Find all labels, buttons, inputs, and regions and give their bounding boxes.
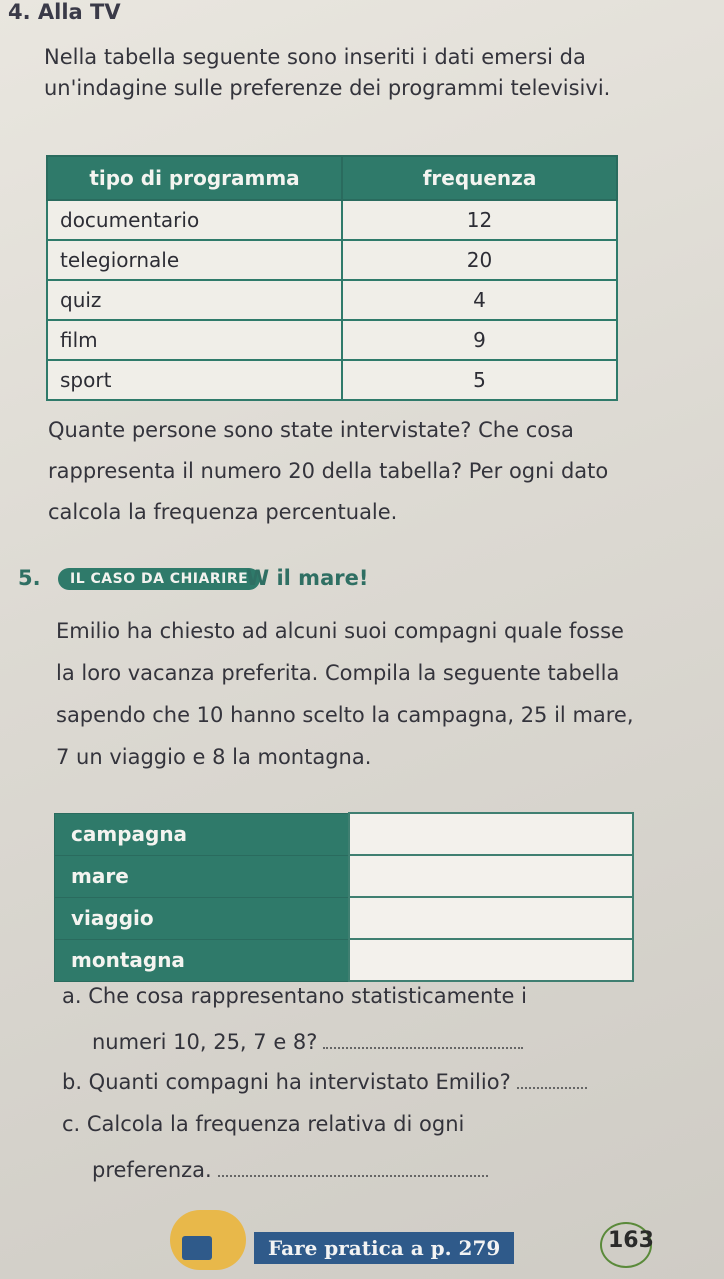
table-row: [47, 240, 617, 280]
question-a-text: numeri 10, 25, 7 e 8?: [92, 1030, 318, 1054]
answer-line[interactable]: [323, 1033, 523, 1049]
table-cell-label: telegiornale: [47, 240, 342, 280]
question-a-line2: [92, 1030, 523, 1054]
exercise-4-question: Quante persone sono state intervistate? Che cosa rappresenta il numero 20 della tabella? Per ogni dato calcola la frequenza percentuale.: [48, 418, 609, 524]
question-c-line1: c. Calcola la frequenza relativa di ogni: [62, 1112, 465, 1136]
table-row: [47, 360, 617, 400]
table-cell-label: film: [47, 320, 342, 360]
table-row: [47, 320, 617, 360]
table-cell-value: 20: [342, 240, 617, 280]
exercise-5-text: Emilio ha chiesto ad alcuni suoi compagni quale fosse la loro vacanza preferita. Compila la seguente tabella sapendo che 10 hanno scelto la campagna, 25 il mare, 7 un viaggio e 8 la montagna.: [56, 619, 634, 769]
table-cell-label: documentario: [47, 200, 342, 240]
table-cell-label: mare: [55, 855, 350, 897]
table-row: [55, 855, 634, 897]
exercise-5-title: W il mare!: [246, 566, 369, 590]
exercise-4-intro: Nella tabella seguente sono inseriti i dati emersi da un'indagine sulle preferenze dei programmi televisivi.: [44, 45, 611, 100]
answer-line[interactable]: [218, 1161, 488, 1177]
table-cell-label: montagna: [55, 939, 350, 981]
answer-line[interactable]: [517, 1073, 587, 1089]
blank-answer-cell[interactable]: [349, 939, 633, 981]
table-cell-value: 9: [342, 320, 617, 360]
question-c-text: preferenza.: [92, 1158, 212, 1182]
question-a-line1: a. Che cosa rappresentano statisticamente i: [62, 984, 527, 1008]
question-c-line2: [92, 1158, 488, 1182]
table-row: [47, 280, 617, 320]
vacation-table: [54, 812, 634, 982]
exercise-4-title: 4. Alla TV: [8, 0, 121, 24]
question-b-text: b. Quanti compagni ha intervistato Emilio?: [62, 1070, 511, 1094]
table-row: [55, 813, 634, 855]
table-cell-value: 12: [342, 200, 617, 240]
exercise-5-number: 5.: [18, 566, 41, 590]
question-b: [62, 1070, 587, 1094]
blank-answer-cell[interactable]: [349, 813, 633, 855]
table-row: [55, 897, 634, 939]
table-row: [55, 939, 634, 981]
table-cell-label: campagna: [55, 813, 350, 855]
tv-preferences-table: [46, 155, 618, 401]
table-cell-value: 4: [342, 280, 617, 320]
table-header-row: [47, 156, 617, 200]
pencil-notebook-icon: [182, 1236, 212, 1260]
table-cell-label: viaggio: [55, 897, 350, 939]
blank-answer-cell[interactable]: [349, 897, 633, 939]
page-number: 163: [608, 1228, 654, 1253]
table-cell-value: 5: [342, 360, 617, 400]
column-header: tipo di programma: [47, 156, 342, 200]
table-cell-label: quiz: [47, 280, 342, 320]
blank-answer-cell[interactable]: [349, 855, 633, 897]
column-header: frequenza: [342, 156, 617, 200]
table-row: [47, 200, 617, 240]
table-cell-label: sport: [47, 360, 342, 400]
practice-link[interactable]: Fare pratica a p. 279: [254, 1232, 514, 1264]
case-badge: IL CASO DA CHIARIRE: [58, 568, 260, 590]
